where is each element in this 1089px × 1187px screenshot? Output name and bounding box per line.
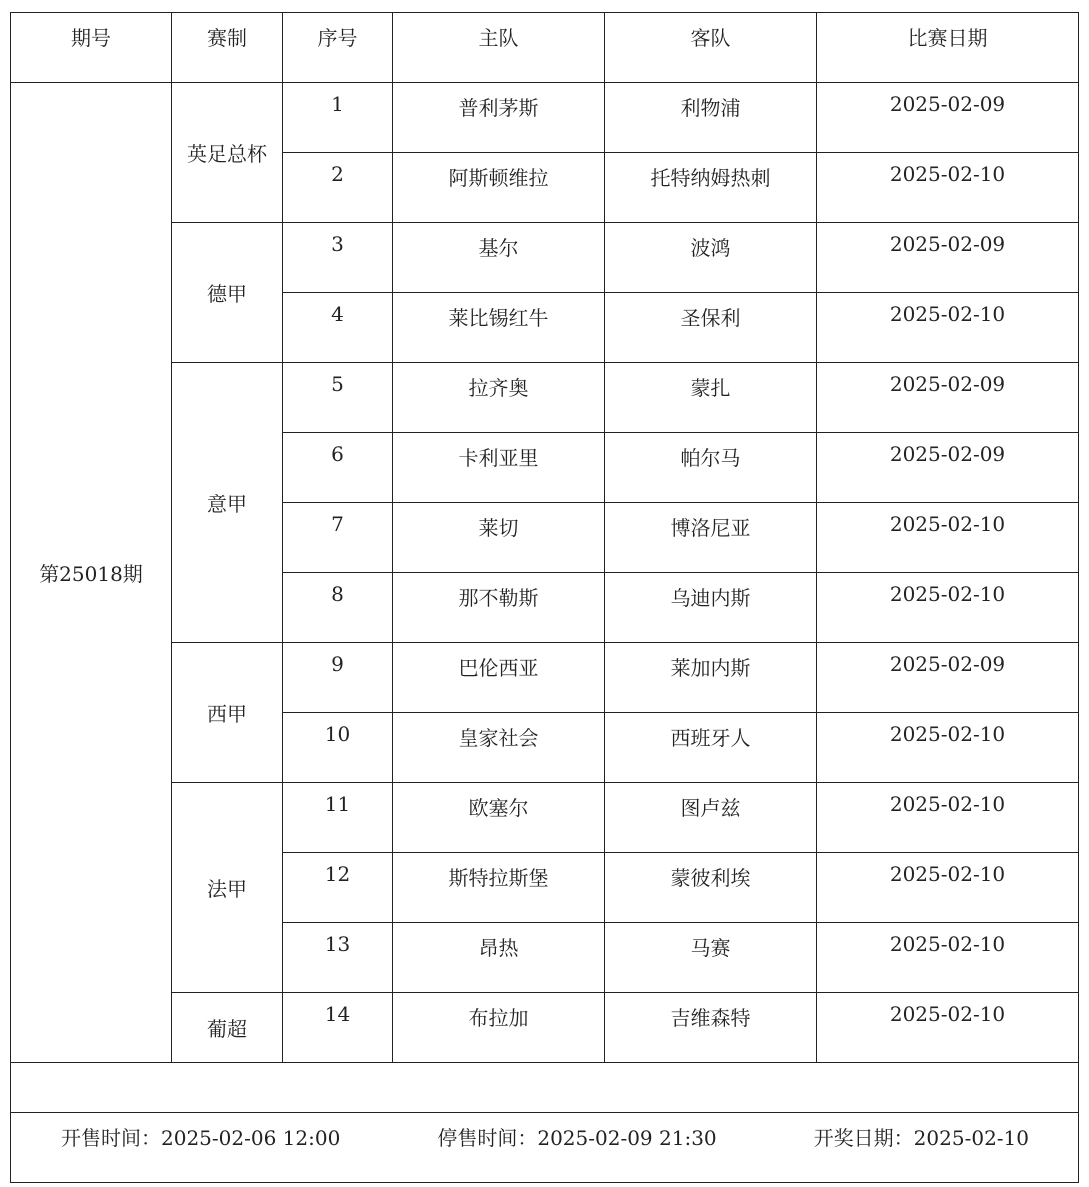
match-date-cell: 2025-02-10 bbox=[817, 713, 1079, 783]
away-team-cell: 吉维森特 bbox=[605, 993, 817, 1063]
home-team-cell: 基尔 bbox=[393, 223, 605, 293]
seq-cell: 9 bbox=[283, 643, 393, 713]
header-row bbox=[11, 13, 1079, 83]
footer-info bbox=[11, 1122, 1078, 1151]
sale-stop-time: 停售时间：2025-02-09 21:30 bbox=[437, 1126, 717, 1150]
away-team-cell: 西班牙人 bbox=[605, 713, 817, 783]
schedule-table bbox=[10, 12, 1079, 1183]
league-cell: 法甲 bbox=[172, 783, 283, 993]
seq-cell: 2 bbox=[283, 153, 393, 223]
seq-cell: 11 bbox=[283, 783, 393, 853]
home-team-cell: 阿斯顿维拉 bbox=[393, 153, 605, 223]
home-team-cell: 皇家社会 bbox=[393, 713, 605, 783]
seq-cell: 4 bbox=[283, 293, 393, 363]
away-team-cell: 马赛 bbox=[605, 923, 817, 993]
footer-cell bbox=[11, 1113, 1079, 1183]
home-team-cell: 那不勒斯 bbox=[393, 573, 605, 643]
match-date-cell: 2025-02-09 bbox=[817, 433, 1079, 503]
match-date-cell: 2025-02-10 bbox=[817, 923, 1079, 993]
home-team-cell: 卡利亚里 bbox=[393, 433, 605, 503]
home-team-cell: 布拉加 bbox=[393, 993, 605, 1063]
match-date-cell: 2025-02-09 bbox=[817, 223, 1079, 293]
match-row bbox=[11, 83, 1079, 153]
match-row bbox=[11, 783, 1079, 853]
seq-cell: 13 bbox=[283, 923, 393, 993]
away-team-cell: 圣保利 bbox=[605, 293, 817, 363]
match-date-cell: 2025-02-10 bbox=[817, 573, 1079, 643]
footer-row bbox=[11, 1113, 1079, 1183]
league-cell: 西甲 bbox=[172, 643, 283, 783]
away-team-cell: 博洛尼亚 bbox=[605, 503, 817, 573]
home-team-cell: 莱切 bbox=[393, 503, 605, 573]
league-cell: 英足总杯 bbox=[172, 83, 283, 223]
seq-cell: 3 bbox=[283, 223, 393, 293]
draw-date: 开奖日期：2025-02-10 bbox=[813, 1126, 1029, 1150]
match-date-cell: 2025-02-10 bbox=[817, 293, 1079, 363]
header-date: 比赛日期 bbox=[817, 13, 1079, 83]
match-row bbox=[11, 993, 1079, 1063]
seq-cell: 10 bbox=[283, 713, 393, 783]
away-team-cell: 莱加内斯 bbox=[605, 643, 817, 713]
header-away: 客队 bbox=[605, 13, 817, 83]
issue-cell: 第25018期 bbox=[11, 83, 172, 1063]
seq-cell: 6 bbox=[283, 433, 393, 503]
sale-start-time: 开售时间：2025-02-06 12:00 bbox=[61, 1126, 341, 1150]
home-team-cell: 斯特拉斯堡 bbox=[393, 853, 605, 923]
blank-row bbox=[11, 1063, 1079, 1113]
away-team-cell: 图卢兹 bbox=[605, 783, 817, 853]
home-team-cell: 巴伦西亚 bbox=[393, 643, 605, 713]
match-row bbox=[11, 363, 1079, 433]
league-cell: 葡超 bbox=[172, 993, 283, 1063]
match-row bbox=[11, 223, 1079, 293]
match-date-cell: 2025-02-09 bbox=[817, 363, 1079, 433]
match-date-cell: 2025-02-10 bbox=[817, 153, 1079, 223]
header-seq: 序号 bbox=[283, 13, 393, 83]
home-team-cell: 昂热 bbox=[393, 923, 605, 993]
away-team-cell: 蒙彼利埃 bbox=[605, 853, 817, 923]
match-date-cell: 2025-02-09 bbox=[817, 83, 1079, 153]
away-team-cell: 利物浦 bbox=[605, 83, 817, 153]
match-table-body bbox=[11, 83, 1079, 1063]
home-team-cell: 普利茅斯 bbox=[393, 83, 605, 153]
match-date-cell: 2025-02-10 bbox=[817, 783, 1079, 853]
home-team-cell: 莱比锡红牛 bbox=[393, 293, 605, 363]
seq-cell: 12 bbox=[283, 853, 393, 923]
seq-cell: 5 bbox=[283, 363, 393, 433]
league-cell: 意甲 bbox=[172, 363, 283, 643]
home-team-cell: 欧塞尔 bbox=[393, 783, 605, 853]
seq-cell: 1 bbox=[283, 83, 393, 153]
league-cell: 德甲 bbox=[172, 223, 283, 363]
header-league: 赛制 bbox=[172, 13, 283, 83]
away-team-cell: 波鸿 bbox=[605, 223, 817, 293]
match-date-cell: 2025-02-09 bbox=[817, 643, 1079, 713]
match-date-cell: 2025-02-10 bbox=[817, 993, 1079, 1063]
seq-cell: 14 bbox=[283, 993, 393, 1063]
seq-cell: 7 bbox=[283, 503, 393, 573]
away-team-cell: 托特纳姆热刺 bbox=[605, 153, 817, 223]
home-team-cell: 拉齐奥 bbox=[393, 363, 605, 433]
header-home: 主队 bbox=[393, 13, 605, 83]
header-issue: 期号 bbox=[11, 13, 172, 83]
match-date-cell: 2025-02-10 bbox=[817, 503, 1079, 573]
away-team-cell: 蒙扎 bbox=[605, 363, 817, 433]
away-team-cell: 乌迪内斯 bbox=[605, 573, 817, 643]
match-row bbox=[11, 643, 1079, 713]
away-team-cell: 帕尔马 bbox=[605, 433, 817, 503]
match-date-cell: 2025-02-10 bbox=[817, 853, 1079, 923]
seq-cell: 8 bbox=[283, 573, 393, 643]
blank-cell bbox=[11, 1063, 1079, 1113]
